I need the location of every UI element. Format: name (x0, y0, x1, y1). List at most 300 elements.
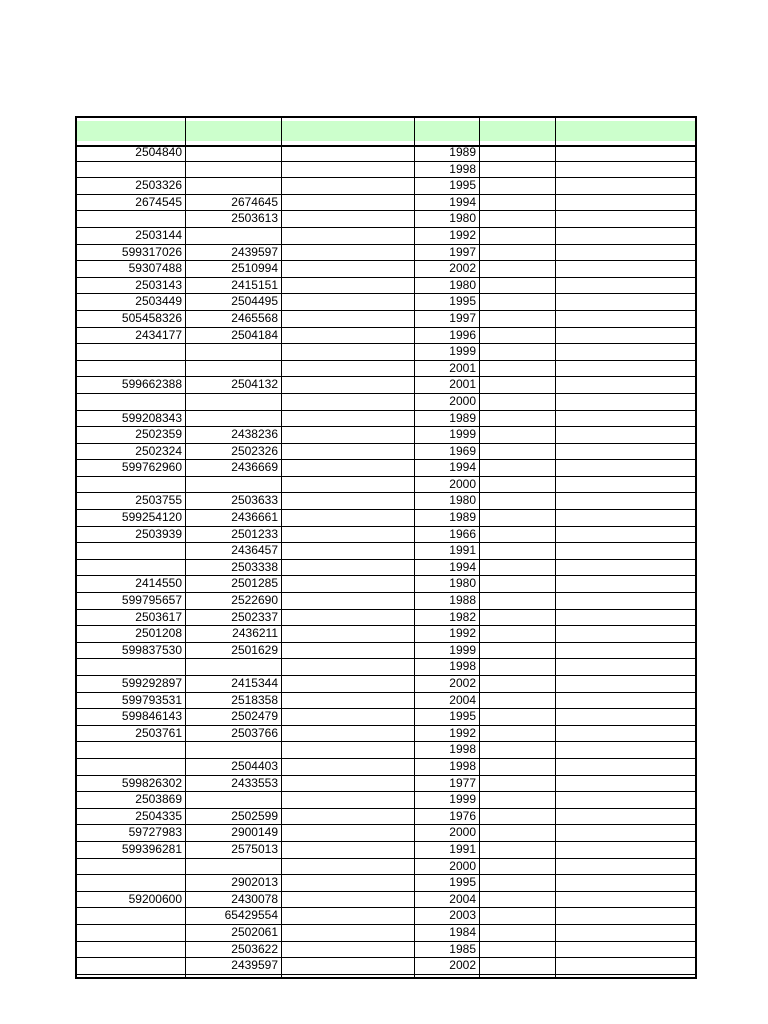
country-cell (480, 543, 555, 559)
address-cell (282, 626, 414, 642)
phone1-cell: 505458326 (121, 310, 182, 325)
table-row (77, 576, 695, 593)
address-cell (282, 543, 414, 559)
phone2-cell (186, 859, 281, 875)
address-cell (282, 261, 414, 277)
phone1-cell: 599396281 (121, 841, 182, 856)
address-cell (282, 726, 414, 742)
phone2-cell: 2501233 (231, 526, 278, 541)
phone1-cell: 2503939 (135, 526, 182, 541)
table-row (77, 908, 695, 925)
phone1-cell: 2501208 (135, 626, 182, 641)
phone2-cell: 2504184 (231, 327, 278, 342)
country-cell (480, 726, 555, 742)
phone2-cell: 2436661 (231, 510, 278, 525)
name-cell (556, 676, 695, 692)
year-cell: 2003 (449, 908, 476, 923)
phone2-cell: 2900149 (231, 825, 278, 840)
phone2-cell: 2439597 (231, 958, 278, 973)
address-cell (282, 444, 414, 460)
phone1-cell: 599793531 (121, 692, 182, 707)
phone2-cell: 2415344 (231, 676, 278, 690)
phone1-cell: 59200600 (128, 891, 182, 906)
table-row (77, 261, 695, 278)
phone2-cell: 2522690 (231, 593, 278, 608)
name-cell (556, 444, 695, 460)
phone1-cell (77, 875, 185, 891)
phone2-cell (186, 162, 281, 178)
name-cell (556, 859, 695, 875)
phone2-cell: 2436457 (231, 543, 278, 558)
header-cell-country (480, 121, 555, 141)
phone1-cell: 2414550 (135, 576, 182, 591)
phone2-cell (186, 792, 281, 808)
phone2-cell: 2518358 (231, 692, 278, 707)
year-cell: 1989 (449, 510, 476, 525)
country-cell (480, 162, 555, 178)
phone1-cell: 2504840 (135, 145, 182, 159)
address-cell (282, 195, 414, 211)
table-row (77, 427, 695, 444)
country-cell (480, 643, 555, 659)
country-cell (480, 560, 555, 576)
address-cell (282, 776, 414, 792)
phone1-cell (77, 742, 185, 758)
name-cell (556, 510, 695, 526)
table-row (77, 328, 695, 345)
phone1-cell (77, 211, 185, 227)
country-cell (480, 875, 555, 891)
phone1-cell (77, 659, 185, 675)
year-cell: 1994 (449, 559, 476, 574)
phone1-cell: 599317026 (121, 244, 182, 259)
year-cell: 1999 (449, 427, 476, 442)
name-cell (556, 776, 695, 792)
phone2-cell: 2438236 (231, 427, 278, 442)
table-row (77, 859, 695, 876)
phone1-cell: 59307488 (128, 261, 182, 276)
address-cell (282, 825, 414, 841)
phone1-cell: 599292897 (121, 676, 182, 690)
table-row (77, 659, 695, 676)
country-cell (480, 294, 555, 310)
address-cell (282, 510, 414, 526)
phone2-cell: 2501629 (231, 642, 278, 657)
table-row (77, 527, 695, 544)
name-cell (556, 311, 695, 327)
address-cell (282, 593, 414, 609)
phone2-cell: 2575013 (231, 841, 278, 856)
table-row (77, 892, 695, 909)
year-cell: 1980 (449, 277, 476, 292)
address-cell (282, 875, 414, 891)
name-cell (556, 560, 695, 576)
phone2-cell (186, 344, 281, 360)
name-cell (556, 726, 695, 742)
phone2-cell (186, 659, 281, 675)
table-row (77, 759, 695, 776)
phone2-cell: 2504132 (231, 377, 278, 392)
address-cell (282, 892, 414, 908)
table-row (77, 593, 695, 610)
name-cell (556, 610, 695, 626)
name-cell (556, 211, 695, 227)
table-row (77, 394, 695, 411)
phone1-cell: 59727983 (128, 825, 182, 840)
year-cell: 1980 (449, 211, 476, 226)
phone2-cell: 2502326 (231, 443, 278, 458)
name-cell (556, 178, 695, 194)
country-cell (480, 261, 555, 277)
address-cell (282, 245, 414, 261)
country-cell (480, 245, 555, 261)
year-cell: 1995 (449, 178, 476, 193)
address-cell (282, 145, 414, 161)
country-cell (480, 361, 555, 377)
year-cell: 1992 (449, 626, 476, 641)
phone1-cell: 2503755 (135, 493, 182, 508)
phone1-cell: 599762960 (121, 460, 182, 475)
name-cell (556, 261, 695, 277)
header-cell-name (556, 121, 695, 141)
year-cell: 1994 (449, 194, 476, 209)
name-cell (556, 693, 695, 709)
address-cell (282, 576, 414, 592)
country-cell (480, 493, 555, 509)
table-row (77, 610, 695, 627)
country-cell (480, 477, 555, 493)
year-cell: 2000 (449, 476, 476, 491)
table-row (77, 344, 695, 361)
year-cell: 2004 (449, 692, 476, 707)
year-cell: 1995 (449, 709, 476, 724)
table-row (77, 709, 695, 726)
name-cell (556, 643, 695, 659)
year-cell: 1996 (449, 327, 476, 342)
table-row (77, 726, 695, 743)
country-cell (480, 610, 555, 626)
country-cell (480, 859, 555, 875)
phone1-cell (77, 344, 185, 360)
name-cell (556, 493, 695, 509)
name-cell (556, 344, 695, 360)
table-row (77, 311, 695, 328)
name-cell (556, 394, 695, 410)
phone2-cell: 2504403 (231, 758, 278, 773)
table-row (77, 626, 695, 643)
country-cell (480, 178, 555, 194)
country-cell (480, 693, 555, 709)
name-cell (556, 742, 695, 758)
country-cell (480, 527, 555, 543)
phone2-cell: 2503633 (231, 493, 278, 508)
address-cell (282, 178, 414, 194)
table-row (77, 825, 695, 842)
year-cell: 1982 (449, 609, 476, 624)
name-cell (556, 842, 695, 858)
address-cell (282, 958, 414, 974)
name-cell (556, 942, 695, 958)
year-cell: 1966 (449, 526, 476, 541)
year-cell: 1984 (449, 924, 476, 939)
address-cell (282, 377, 414, 393)
phone1-cell (77, 925, 185, 941)
year-cell: 2001 (449, 360, 476, 375)
name-cell (556, 576, 695, 592)
table-row (77, 676, 695, 693)
table-row (77, 809, 695, 826)
phone1-cell (77, 942, 185, 958)
year-cell: 1992 (449, 725, 476, 740)
year-cell: 1999 (449, 792, 476, 807)
phone1-cell: 2503869 (135, 792, 182, 807)
country-cell (480, 510, 555, 526)
phone1-cell (77, 543, 185, 559)
address-cell (282, 942, 414, 958)
table-row (77, 792, 695, 809)
year-cell: 2000 (449, 825, 476, 840)
name-cell (556, 759, 695, 775)
year-cell: 1992 (449, 227, 476, 242)
country-cell (480, 411, 555, 427)
table-row (77, 875, 695, 892)
address-cell (282, 659, 414, 675)
country-cell (480, 195, 555, 211)
year-cell: 2002 (449, 958, 476, 973)
name-cell (556, 875, 695, 891)
year-cell: 1998 (449, 659, 476, 674)
year-cell: 1976 (449, 808, 476, 823)
address-cell (282, 211, 414, 227)
country-cell (480, 593, 555, 609)
name-cell (556, 792, 695, 808)
address-cell (282, 643, 414, 659)
table-row (77, 178, 695, 195)
address-cell (282, 411, 414, 427)
phone2-cell: 2902013 (231, 875, 278, 890)
name-cell (556, 659, 695, 675)
country-cell (480, 394, 555, 410)
phone1-cell: 2502359 (135, 427, 182, 442)
table-row (77, 228, 695, 245)
phone1-cell: 599826302 (121, 775, 182, 790)
country-cell (480, 908, 555, 924)
country-cell (480, 809, 555, 825)
table-row (77, 493, 695, 510)
phone2-cell: 2503613 (231, 211, 278, 226)
country-cell (480, 759, 555, 775)
year-cell: 1998 (449, 742, 476, 757)
table-row (77, 925, 695, 942)
address-cell (282, 162, 414, 178)
year-cell: 1989 (449, 410, 476, 425)
year-cell: 1994 (449, 460, 476, 475)
table-row (77, 776, 695, 793)
country-cell (480, 211, 555, 227)
phone1-cell (77, 162, 185, 178)
phone2-cell: 2504495 (231, 294, 278, 309)
phone2-cell: 2501285 (231, 576, 278, 591)
phone1-cell (77, 477, 185, 493)
country-cell (480, 925, 555, 941)
phone2-cell: 2465568 (231, 310, 278, 325)
table-row (77, 742, 695, 759)
header-cell-year (415, 121, 479, 141)
name-cell (556, 825, 695, 841)
year-cell: 1998 (449, 758, 476, 773)
phone2-cell (186, 228, 281, 244)
country-cell (480, 892, 555, 908)
address-cell (282, 842, 414, 858)
phone2-cell: 2503338 (231, 559, 278, 574)
year-cell: 1977 (449, 775, 476, 790)
table-header-row (77, 118, 695, 147)
address-cell (282, 908, 414, 924)
phone1-cell: 2503617 (135, 609, 182, 624)
phone2-cell: 2510994 (231, 261, 278, 276)
address-cell (282, 294, 414, 310)
country-cell (480, 460, 555, 476)
phone1-cell: 599846143 (121, 709, 182, 724)
address-cell (282, 344, 414, 360)
year-cell: 2001 (449, 377, 476, 392)
phone1-cell: 2434177 (135, 327, 182, 342)
phone1-cell: 2503143 (135, 277, 182, 292)
country-cell (480, 311, 555, 327)
address-cell (282, 759, 414, 775)
table-row (77, 361, 695, 378)
phone2-cell: 2503622 (231, 941, 278, 956)
phone1-cell (77, 908, 185, 924)
year-cell: 1969 (449, 443, 476, 458)
name-cell (556, 328, 695, 344)
address-cell (282, 477, 414, 493)
phone2-cell: 2503766 (231, 725, 278, 740)
year-cell: 1997 (449, 244, 476, 259)
phone1-cell (77, 394, 185, 410)
year-cell: 2000 (449, 393, 476, 408)
country-cell (480, 278, 555, 294)
year-cell: 2000 (449, 858, 476, 873)
year-cell: 1985 (449, 941, 476, 956)
address-cell (282, 676, 414, 692)
address-cell (282, 742, 414, 758)
phone2-cell: 2430078 (231, 891, 278, 906)
phone1-cell: 2674545 (135, 194, 182, 209)
name-cell (556, 908, 695, 924)
country-cell (480, 626, 555, 642)
year-cell: 1995 (449, 294, 476, 309)
phone2-cell: 2674645 (231, 194, 278, 209)
year-cell: 1988 (449, 593, 476, 608)
name-cell (556, 377, 695, 393)
phone1-cell (77, 958, 185, 974)
country-cell (480, 825, 555, 841)
year-cell: 1995 (449, 875, 476, 890)
phone2-cell: 2502061 (231, 924, 278, 939)
address-cell (282, 394, 414, 410)
address-cell (282, 278, 414, 294)
table-row (77, 477, 695, 494)
name-cell (556, 809, 695, 825)
name-cell (556, 925, 695, 941)
year-cell: 1999 (449, 344, 476, 359)
table-row (77, 195, 695, 212)
address-cell (282, 427, 414, 443)
table-row (77, 693, 695, 710)
country-cell (480, 444, 555, 460)
year-cell: 1980 (449, 576, 476, 591)
phone1-cell: 599795657 (121, 593, 182, 608)
address-cell (282, 693, 414, 709)
address-cell (282, 527, 414, 543)
name-cell (556, 626, 695, 642)
spreadsheet-table (75, 116, 697, 979)
table-row (77, 444, 695, 461)
address-cell (282, 361, 414, 377)
phone1-cell: 599837530 (121, 642, 182, 657)
country-cell (480, 377, 555, 393)
phone2-cell: 65429554 (224, 908, 278, 923)
country-cell (480, 709, 555, 725)
phone1-cell: 599208343 (121, 410, 182, 425)
address-cell (282, 792, 414, 808)
name-cell (556, 477, 695, 493)
table-row (77, 560, 695, 577)
address-cell (282, 228, 414, 244)
table-row (77, 278, 695, 295)
country-cell (480, 659, 555, 675)
phone1-cell: 2503326 (135, 178, 182, 193)
name-cell (556, 527, 695, 543)
phone2-cell (186, 361, 281, 377)
year-cell: 2004 (449, 891, 476, 906)
address-cell (282, 460, 414, 476)
name-cell (556, 245, 695, 261)
table-body (77, 145, 695, 977)
table-row (77, 958, 695, 975)
table-row (77, 377, 695, 394)
phone1-cell (77, 560, 185, 576)
phone1-cell (77, 361, 185, 377)
phone2-cell (186, 178, 281, 194)
phone2-cell: 2502337 (231, 609, 278, 624)
address-cell (282, 859, 414, 875)
year-cell: 2002 (449, 676, 476, 690)
table-row (77, 842, 695, 859)
country-cell (480, 676, 555, 692)
phone1-cell: 2504335 (135, 808, 182, 823)
phone2-cell: 2415151 (231, 277, 278, 292)
phone1-cell: 2503144 (135, 227, 182, 242)
phone1-cell: 2503449 (135, 294, 182, 309)
country-cell (480, 958, 555, 974)
name-cell (556, 427, 695, 443)
year-cell: 1998 (449, 161, 476, 176)
phone1-cell: 599254120 (121, 510, 182, 525)
year-cell: 1991 (449, 543, 476, 558)
country-cell (480, 776, 555, 792)
table-row (77, 643, 695, 660)
name-cell (556, 195, 695, 211)
name-cell (556, 162, 695, 178)
phone2-cell: 2439597 (231, 244, 278, 259)
year-cell: 1997 (449, 310, 476, 325)
table-row (77, 162, 695, 179)
phone1-cell: 2503761 (135, 725, 182, 740)
country-cell (480, 742, 555, 758)
year-cell: 1989 (449, 145, 476, 159)
